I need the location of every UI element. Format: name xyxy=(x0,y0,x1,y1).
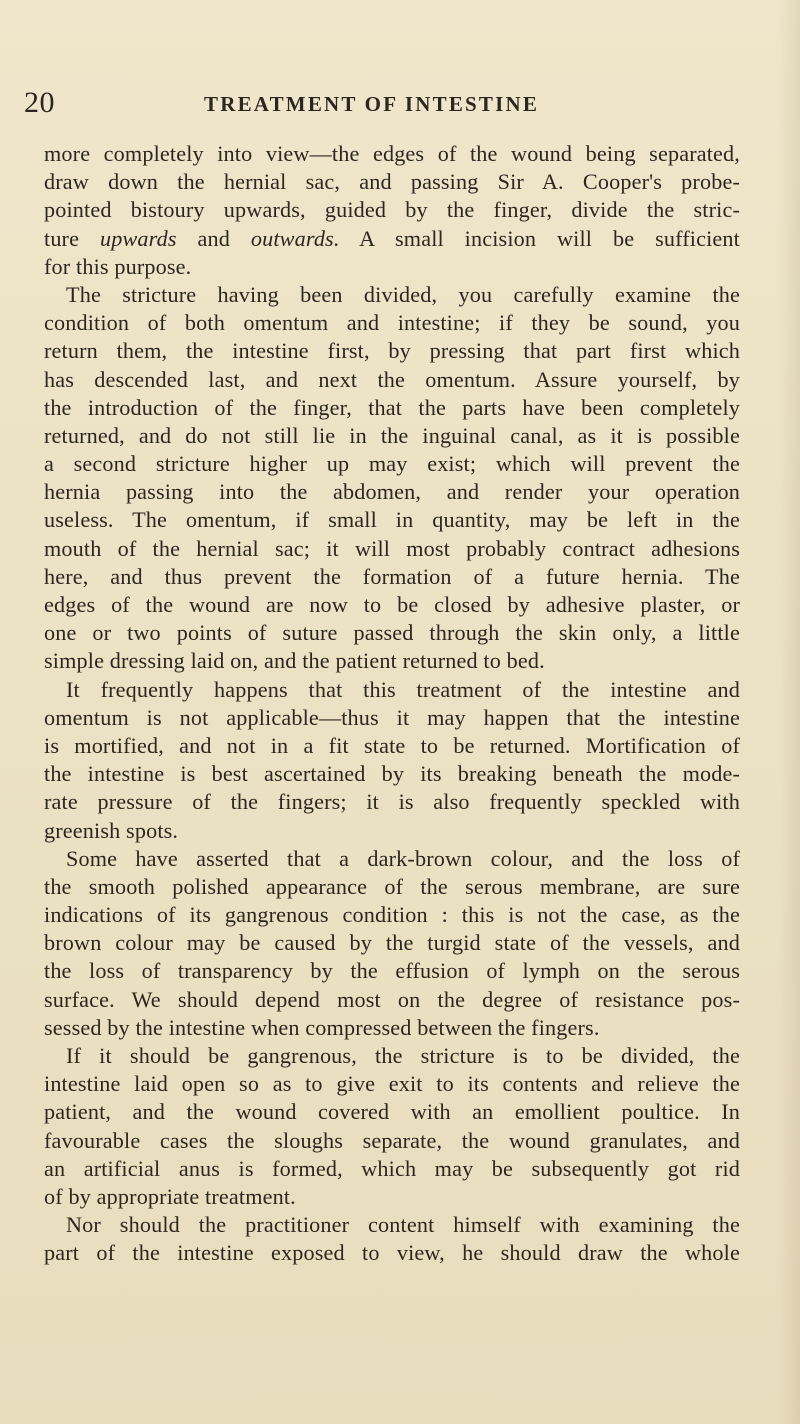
italic-outwards: outwards. xyxy=(250,225,340,251)
text-line: the smooth polished appearance of the serous membrane, are sure xyxy=(44,873,740,899)
text-line: omentum is not applicable—thus it may happen that the intestine xyxy=(44,704,740,730)
paragraph-start-line: If it should be gangrenous, the stricture is to be divided, the xyxy=(66,1043,740,1068)
text-line: is mortified, and not in a fit state to be returned. Mortification of xyxy=(44,732,740,758)
text-line: surface. We should depend most on the degree of resistance pos- xyxy=(44,986,740,1012)
text-line: the introduction of the finger, that the parts have been completely xyxy=(44,394,740,420)
italic-upwards: upwards xyxy=(99,225,177,251)
paragraph-start-line: Some have asserted that a dark-brown colour, and the loss of xyxy=(66,845,740,871)
text-line: the loss of transparency by the effusion of lymph on the serous xyxy=(44,958,740,984)
text-line: mouth of the hernial sac; it will most probably contract adhesions xyxy=(44,535,740,561)
page-header xyxy=(24,86,740,120)
text-line: greenish spots. xyxy=(44,817,179,843)
text-line: rate pressure of the fingers; it is also frequently speckled with xyxy=(44,789,740,815)
text-line: an artificial anus is formed, which may be subsequently got rid xyxy=(44,1155,740,1181)
text-line: edges of the wound are now to be closed by adhesive plaster, or xyxy=(44,592,740,617)
body-text xyxy=(44,140,740,1268)
text-line: one or two points of suture passed through the skin only, a little xyxy=(44,620,740,646)
text-line: here, and thus prevent the formation of a future hernia. The xyxy=(44,563,740,589)
text-line: part of the intestine exposed to view, he should draw the whole xyxy=(44,1240,740,1266)
text-line: has descended last, and next the omentum. Assure yourself, by xyxy=(44,366,740,392)
text-line: of by appropriate treatment. xyxy=(44,1183,296,1209)
text-line: more completely into view—the edges of the wound being separated, xyxy=(44,141,740,166)
text-line: hernia passing into the abdomen, and render your operation xyxy=(44,479,740,505)
text-line: intestine laid open so as to give exit to its contents and relieve the xyxy=(44,1071,740,1097)
text-line: patient, and the wound covered with an emollient poultice. In xyxy=(44,1099,740,1125)
text-line: condition of both omentum and intestine; if they be sound, you xyxy=(44,310,740,336)
text-line: return them, the intestine first, by pressing that part first which xyxy=(44,338,740,364)
text-line: returned, and do not still lie in the inguinal canal, as it is possible xyxy=(44,422,740,448)
text-line: a second stricture higher up may exist; which will prevent the xyxy=(44,451,740,477)
text-line: the intestine is best ascertained by its breaking beneath the mode- xyxy=(44,761,740,787)
text-line: brown colour may be caused by the turgid state of the vessels, and xyxy=(44,930,740,956)
running-head: TREATMENT OF INTESTINE xyxy=(204,92,540,116)
paragraph-start-line: The stricture having been divided, you carefully examine the xyxy=(66,281,740,307)
page-number: 20 xyxy=(24,86,55,119)
text-line: for this purpose. xyxy=(44,253,192,279)
text-line: simple dressing laid on, and the patient returned to bed. xyxy=(44,648,545,674)
text-line: sessed by the intestine when compressed between the fingers. xyxy=(44,1014,600,1040)
page-edge-shadow xyxy=(778,0,800,1424)
text-line: draw down the hernial sac, and passing Sir A. Cooper's probe- xyxy=(44,169,740,195)
paragraph-start-line: Nor should the practitioner content himself with examining the xyxy=(66,1212,740,1238)
text-line: pointed bistoury upwards, guided by the finger, divide the stric- xyxy=(44,197,740,223)
text-line: ture upwards and outwards. A small incision will be sufficient xyxy=(44,225,740,251)
text-line: indications of its gangrenous condition : this is not the case, as the xyxy=(44,902,740,928)
text-line: favourable cases the sloughs separate, the wound granulates, and xyxy=(44,1127,740,1153)
text-line: useless. The omentum, if small in quantity, may be left in the xyxy=(44,507,740,533)
paragraph-start-line: It frequently happens that this treatment of the intestine and xyxy=(66,676,740,702)
